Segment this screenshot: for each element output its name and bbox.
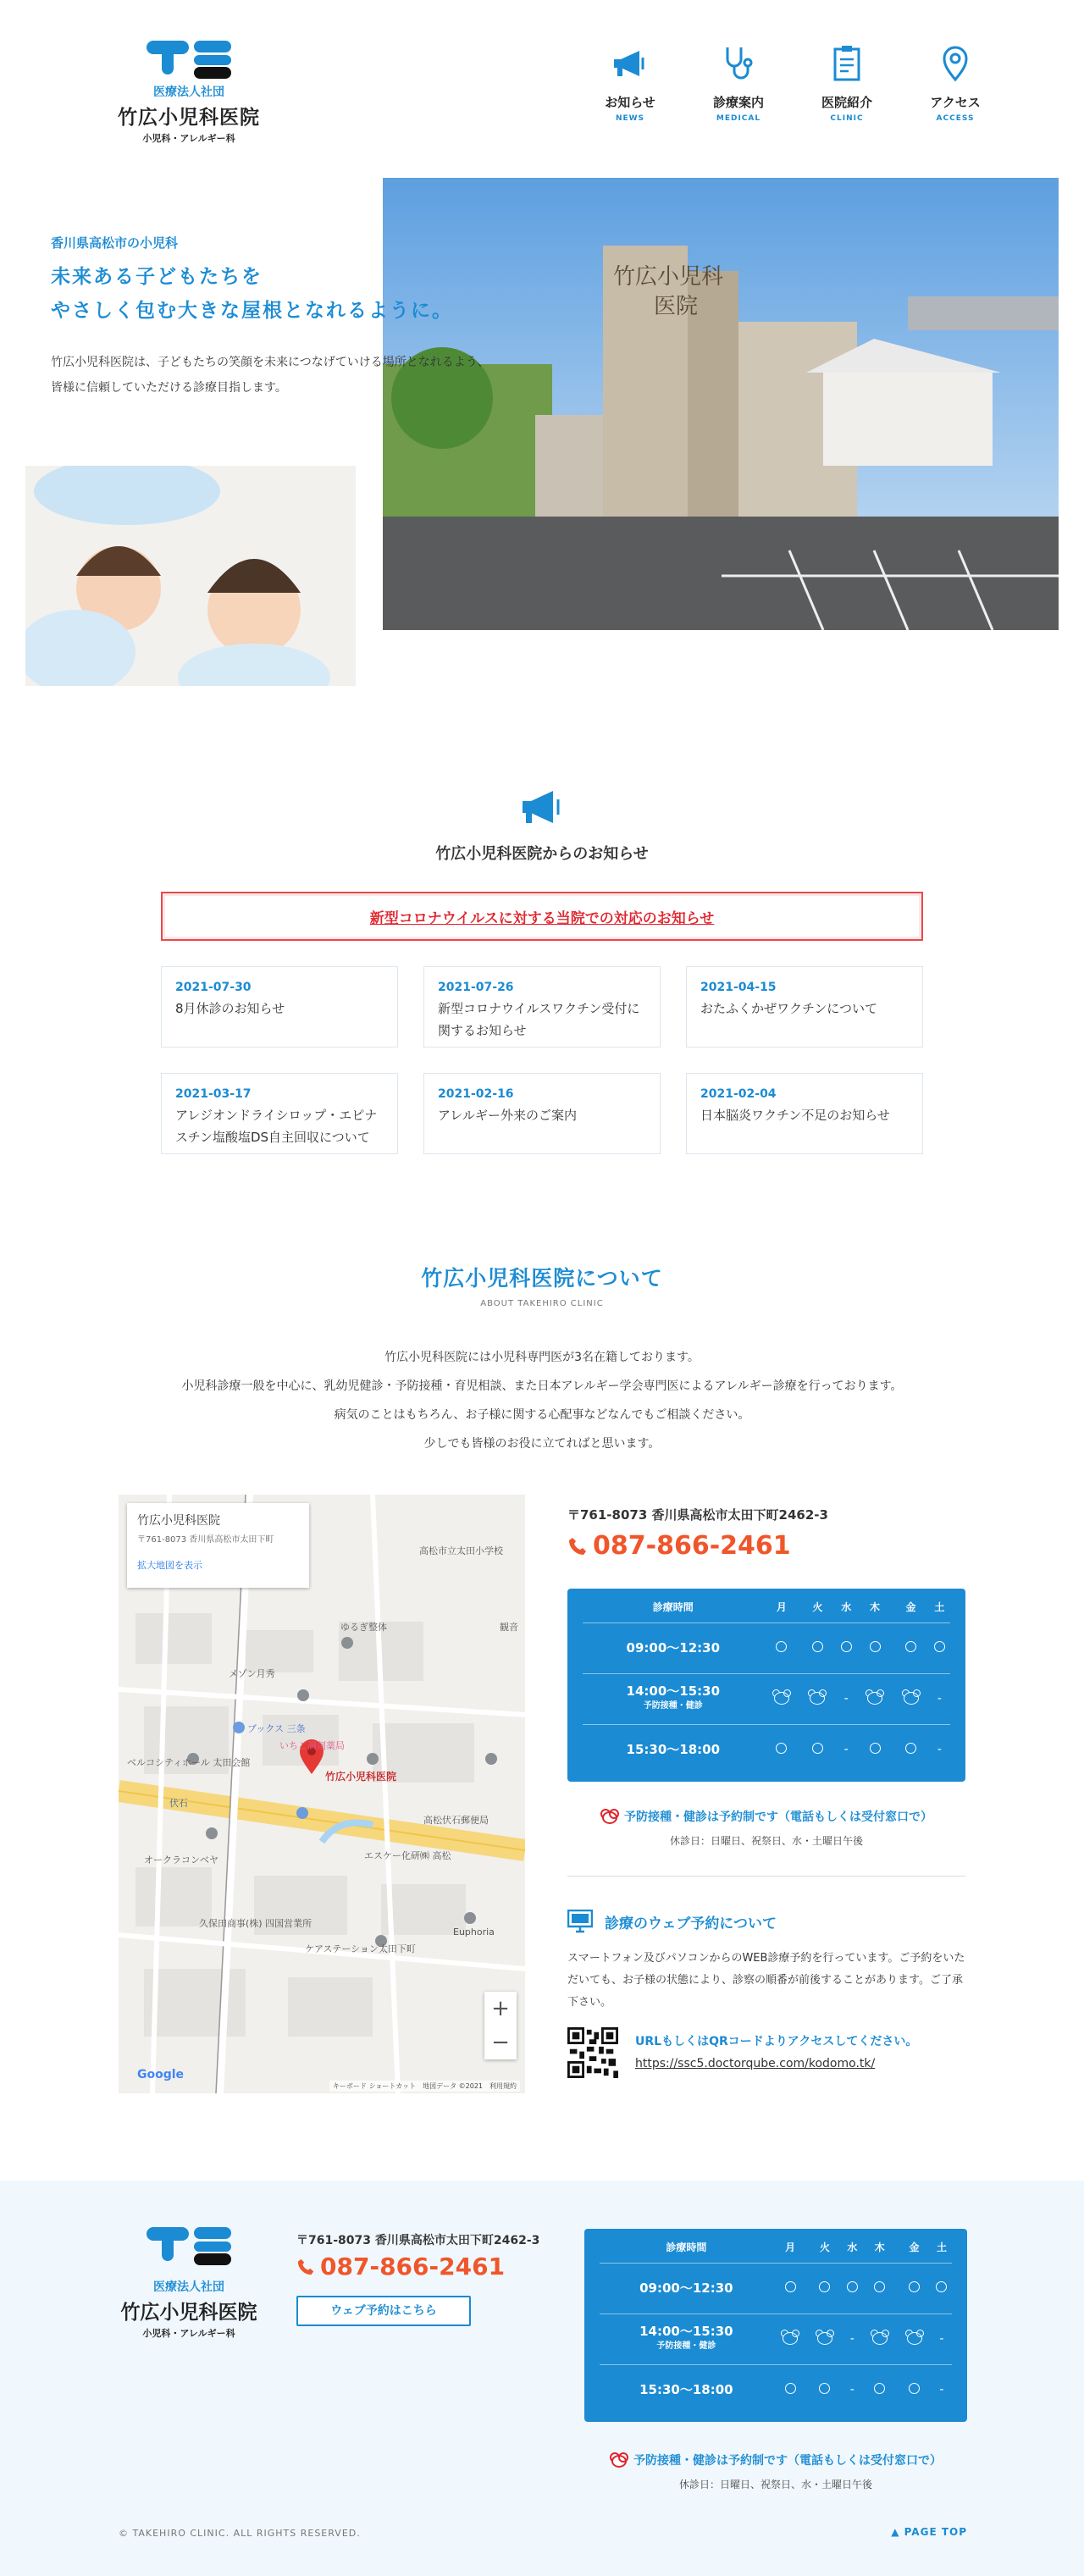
hero-kids-photo [25, 466, 356, 686]
open-mark [905, 1743, 916, 1754]
schedule-day: 土 [929, 1592, 950, 1622]
qr-code [567, 2027, 618, 2078]
map-info-name: 竹広小児科医院 [137, 1514, 220, 1528]
open-mark [776, 1743, 787, 1754]
qr-instruction: URLもしくはQRコードよりアクセスしてください。 [635, 2035, 918, 2048]
closed-mark: - [836, 1673, 857, 1724]
news-date: 2021-02-04 [700, 1087, 777, 1101]
open-mark [909, 2281, 920, 2292]
news-card[interactable] [161, 966, 398, 1048]
footer-logo-org: 医療法人社団 [153, 2280, 224, 2294]
schedule-time: 15:30〜18:00 [639, 2382, 733, 2398]
bear-icon [866, 1689, 884, 1705]
schedule-day: 木 [857, 1592, 893, 1622]
map-label: ブックス 三条 [247, 1723, 306, 1734]
nav-medical-label: 診療案内 [712, 95, 764, 110]
bear-icon [772, 1689, 791, 1705]
closed-mark: - [939, 2383, 944, 2397]
nav-clinic-en: CLINIC [830, 114, 864, 123]
news-heading [0, 788, 1084, 864]
footer-logo-sub: 小児科・アレルギー科 [142, 2328, 235, 2339]
open-mark [785, 2383, 796, 2394]
map-info-address: 〒761-8073 香川県高松市太田下町 [137, 1535, 274, 1545]
closed-mark: - [932, 2313, 952, 2364]
map-label: 伏石 [169, 1798, 188, 1809]
news-card-title: アレルギー外来のご案内 [438, 1108, 578, 1123]
schedule-day: 月 [764, 1592, 800, 1622]
closed-mark: - [937, 1743, 942, 1757]
clinic-tel[interactable] [567, 1531, 791, 1561]
map-pin-icon [934, 42, 976, 85]
about-heading [0, 1262, 1084, 1308]
closed-days: 休診日：日曜日、祝祭日、水・土曜日午後 [669, 1835, 863, 1847]
reserve-note: 予防接種・健診は予約制です（電話もしくは受付窓口で） [567, 1808, 965, 1825]
map-enlarge-link[interactable]: 拡大地図を表示 [137, 1560, 202, 1571]
open-mark [776, 1641, 787, 1652]
news-title: 竹広小児科医院からのお知らせ [435, 845, 649, 863]
open-mark [819, 2383, 830, 2394]
news-card[interactable] [423, 1073, 661, 1154]
news-date: 2021-04-15 [700, 981, 777, 994]
logo-mark [147, 2227, 231, 2266]
schedule-time: 14:00〜15:30 予防接種・健診 [600, 2313, 773, 2364]
nav-news-en: NEWS [615, 114, 645, 123]
map-label: ケアステーション太田下町 [305, 1943, 416, 1954]
closed-mark: - [842, 2313, 862, 2364]
clinic-tel-number: 087-866-2461 [593, 1531, 791, 1561]
schedule-time: 09:00〜12:30 [583, 1622, 764, 1673]
news-card[interactable] [423, 966, 661, 1048]
covid-alert-box [161, 892, 923, 941]
news-date: 2021-02-16 [438, 1087, 514, 1101]
map-zoom-controls [484, 1992, 517, 2059]
logo-name: 竹広小児科医院 [118, 107, 260, 129]
phone-icon [567, 1536, 588, 1556]
schedule-day: 火 [808, 2232, 843, 2263]
schedule-head: 診療時間 [600, 2232, 773, 2263]
map-label: メゾン月秀 [229, 1668, 275, 1679]
map-label: Euphoria [453, 1926, 495, 1938]
news-date: 2021-07-26 [438, 981, 514, 994]
hero-desc [51, 350, 559, 401]
about-line: 少しでも皆様のお役に立てればと思います。 [423, 1437, 661, 1451]
footer-logo-name: 竹広小児科医院 [120, 2302, 257, 2324]
open-mark [936, 2281, 947, 2292]
open-mark [785, 2281, 796, 2292]
nav-clinic-label: 医院紹介 [821, 95, 872, 110]
closed-mark: - [849, 2383, 854, 2397]
news-card-title: 日本脳炎ワクチン不足のお知らせ [700, 1108, 890, 1123]
open-mark [870, 1743, 881, 1754]
hero-pre: 香川県高松市の小児科 [51, 235, 179, 251]
nav-access-en: ACCESS [936, 114, 975, 123]
web-reserve-desc: スマートフォン及びパソコンからのWEB診療予約を行っています。ご予約をいただいても、お子様の状態により、診察の順番が前後することがあります。ご了承下さい。 [567, 1952, 965, 2009]
qr-text-block [635, 2031, 917, 2075]
hero-text [51, 234, 559, 401]
nav-news-label: お知らせ [605, 95, 655, 110]
about-line: 病気のことはもちろん、お子様に関する心配事などなんでもご相談ください。 [334, 1408, 750, 1422]
copyright: © TAKEHIRO CLINIC. ALL RIGHTS RESERVED. [119, 2528, 361, 2539]
nav-access[interactable] [901, 42, 1009, 123]
nav-news[interactable] [576, 42, 684, 123]
nav-medical[interactable] [684, 42, 793, 123]
hero-desc-line1: 竹広小児科医院は、子どもたちの笑顔を未来につなげていける場所となれるよう、 [51, 356, 489, 369]
news-list [161, 966, 923, 1154]
logo-org: 医療法人社団 [153, 86, 224, 99]
footer-reserve-note-block [584, 2452, 967, 2491]
footer-tel-number: 087-866-2461 [320, 2253, 506, 2280]
footer-logo[interactable] [117, 2227, 261, 2340]
web-reserve-title: 診療のウェブ予約について [567, 1910, 777, 1933]
schedule-day: 土 [932, 2232, 952, 2263]
schedule-time: 15:30〜18:00 [626, 1742, 721, 1758]
schedule-day: 月 [773, 2232, 808, 2263]
map-label: 高松市立太田小学校 [419, 1545, 503, 1556]
bear-icon [808, 1689, 827, 1705]
bear-icon [600, 1809, 619, 1825]
bear-icon [610, 2452, 628, 2468]
map-label: 観音 [500, 1622, 518, 1633]
about-line: 竹広小児科医院には小児科専門医が3名在籍しております。 [384, 1351, 700, 1364]
schedule-day: 水 [842, 2232, 862, 2263]
footer-tel[interactable] [296, 2253, 505, 2280]
monitor-icon [567, 1910, 593, 1933]
schedule-day: 金 [893, 1592, 929, 1622]
map-label: 久保田商事(株) 四国営業所 [199, 1918, 312, 1929]
open-mark [812, 1743, 823, 1754]
open-mark [841, 1641, 852, 1652]
nav-access-label: アクセス [930, 95, 981, 110]
open-mark [934, 1641, 945, 1652]
bear-icon [905, 2330, 924, 2346]
about-en: ABOUT TAKEHIRO CLINIC [480, 1299, 604, 1308]
megaphone-icon [519, 788, 565, 826]
news-date: 2021-07-30 [175, 981, 252, 994]
site-logo[interactable] [117, 41, 261, 145]
news-card[interactable] [686, 966, 923, 1048]
schedule-day: 水 [836, 1592, 857, 1622]
building-sign-1: 竹広小児科 [613, 264, 724, 289]
about-line: 小児科診療一般を中心に、乳幼児健診・予防接種・育児相談、また日本アレルギー学会専門医によるアレルギー診療を行っております。 [181, 1379, 903, 1393]
open-mark [905, 1641, 916, 1652]
google-logo: Google [137, 2068, 185, 2081]
open-mark [909, 2383, 920, 2394]
news-card-title: 新型コロナウイルスワクチン受付に関するお知らせ [438, 1001, 640, 1038]
map-zoom-out-button[interactable]: − [491, 2030, 510, 2055]
bear-icon [781, 2330, 799, 2346]
schedule-time: 09:00〜12:30 [600, 2263, 773, 2313]
phone-icon [296, 2258, 315, 2276]
open-mark [847, 2281, 858, 2292]
schedule-time: 14:00〜15:30 予防接種・健診 [583, 1673, 764, 1724]
reserve-note: 予防接種・健診は予約制です（電話もしくは受付窓口で） [584, 2452, 967, 2468]
map-attribution: キーボード ショートカット 地図データ ©2021 利用規約 [329, 2081, 520, 2092]
open-mark [870, 1641, 881, 1652]
global-nav [576, 42, 1009, 123]
news-card-title: アレジオンドライシロップ・エピナスチン塩酸塩DS自主回収について [175, 1108, 378, 1145]
schedule-day: 金 [897, 2232, 932, 2263]
map-label: いちご調剤薬局 [279, 1740, 345, 1751]
site-footer [0, 2181, 1084, 2576]
nav-medical-en: MEDICAL [716, 114, 761, 123]
closed-days: 休診日：日曜日、祝祭日、水・土曜日午後 [678, 2479, 872, 2490]
open-mark [819, 2281, 830, 2292]
divider [567, 1876, 965, 1877]
web-reserve-url[interactable]: https://ssc5.doctorqube.com/kodomo.tk/ [635, 2057, 876, 2070]
open-mark [812, 1641, 823, 1652]
map-zoom-in-button[interactable]: + [491, 1996, 510, 2021]
schedule-table [567, 1589, 965, 1782]
about-body [0, 1343, 1084, 1458]
closed-mark: - [929, 1673, 950, 1724]
map-label: ゆるぎ整体 [340, 1622, 387, 1633]
schedule-head: 診療時間 [583, 1592, 764, 1622]
clipboard-icon [826, 42, 868, 85]
clinic-address: 〒761-8073 香川県高松市太田下町2462-3 [567, 1507, 828, 1523]
news-card-title: 8月休診のお知らせ [175, 1001, 285, 1016]
news-card[interactable] [161, 1073, 398, 1154]
schedule-day: 火 [799, 1592, 836, 1622]
bear-icon [902, 1689, 921, 1705]
hero-catch-line2: やさしく包む大きな屋根となれるように。 [51, 300, 453, 322]
about-title: 竹広小児科医院について [421, 1266, 663, 1291]
logo-mark [147, 41, 231, 80]
hero-catch [51, 260, 559, 328]
map-label: 高松伏石郵便局 [423, 1815, 489, 1826]
map-info-window [127, 1503, 309, 1588]
hero-catch-line1: 未来ある子どもたちを [51, 266, 263, 288]
nav-clinic[interactable] [793, 42, 901, 123]
megaphone-icon [609, 42, 651, 85]
schedule-day: 木 [862, 2232, 897, 2263]
map-label: ベルコシティホール 太田会館 [127, 1757, 251, 1768]
open-mark [874, 2281, 885, 2292]
google-map[interactable] [119, 1495, 525, 2093]
map-marker-label: 竹広小児科医院 [325, 1771, 397, 1783]
hero-desc-line2: 皆様に信頼していただける診療目指します。 [51, 381, 287, 395]
news-card[interactable] [686, 1073, 923, 1154]
building-sign-2: 医院 [654, 294, 699, 318]
logo-sub: 小児科・アレルギー科 [142, 133, 235, 144]
news-card-title: おたふくかぜワクチンについて [700, 1001, 877, 1016]
page-top-link[interactable]: ▲ PAGE TOP [891, 2526, 967, 2538]
news-date: 2021-03-17 [175, 1087, 252, 1101]
footer-schedule-table [584, 2229, 967, 2422]
stethoscope-icon [717, 42, 760, 85]
closed-mark: - [843, 1743, 849, 1757]
map-label: エスケー化研㈱ 高松 [364, 1850, 451, 1861]
bear-icon [816, 2330, 834, 2346]
footer-address: 〒761-8073 香川県高松市太田下町2462-3 [296, 2234, 540, 2247]
web-reserve-button[interactable]: ウェブ予約はこちら [296, 2296, 471, 2326]
bear-icon [871, 2330, 889, 2346]
covid-alert-link[interactable]: 新型コロナウイルスに対する当院での対応のお知らせ [369, 909, 715, 927]
reserve-note-block [567, 1808, 965, 1848]
map-label: オークラコンベヤ [144, 1855, 218, 1866]
open-mark [874, 2383, 885, 2394]
